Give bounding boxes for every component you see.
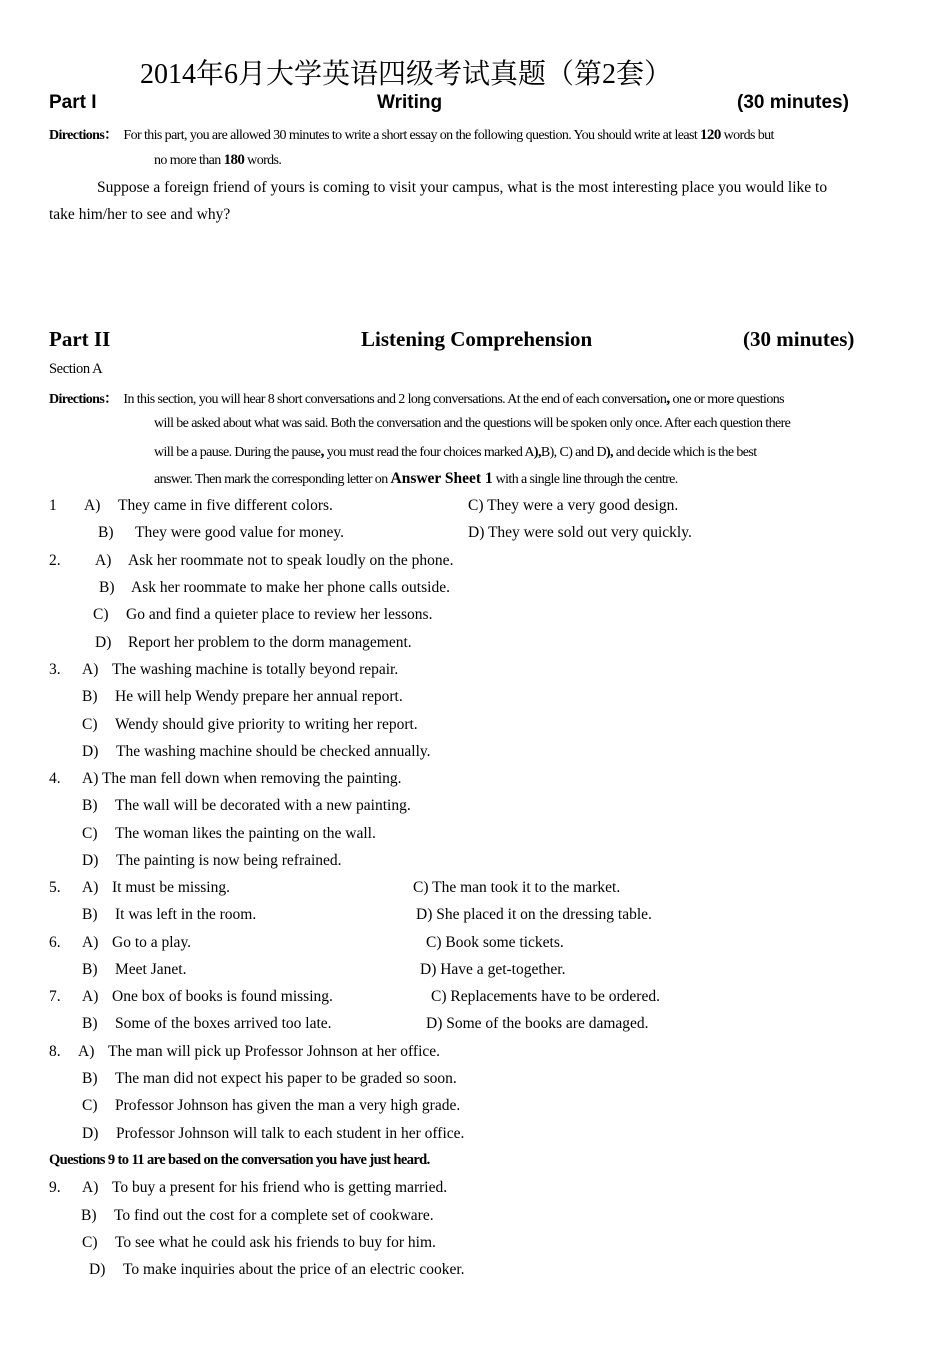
- part2-dir-d-paren: ),: [605, 445, 613, 460]
- q2-c-label: C): [93, 606, 109, 623]
- part2-dir-text1: In this section, you will hear 8 short conversations and 2 long conversations. At the end of each conversation: [123, 392, 667, 407]
- q1-option-a: They came in five different colors.: [118, 497, 333, 514]
- part2-directions-label: Directions：: [49, 392, 118, 407]
- q3-b-label: B): [82, 688, 98, 705]
- q4-option-c: The woman likes the painting on the wall.: [115, 825, 376, 842]
- q8-option-d: Professor Johnson will talk to each student in her office.: [116, 1125, 465, 1142]
- essay-prompt-line1: Suppose a foreign friend of yours is coming to visit your campus, what is the most interesting place you would like to: [97, 179, 828, 196]
- part2-dir-comma3: ,: [320, 443, 324, 460]
- part2-name: Listening Comprehension: [361, 327, 593, 351]
- q1-number: 1: [49, 497, 57, 514]
- q2-d-label: D): [95, 634, 112, 651]
- q1-option-d: D) They were sold out very quickly.: [468, 524, 692, 541]
- part1-directions-label: Directions：: [49, 128, 118, 143]
- q5-b-label: B): [82, 906, 98, 923]
- q6-number: 6.: [49, 934, 61, 951]
- q4-option-b: The wall will be decorated with a new painting.: [115, 797, 411, 814]
- q3-option-c: Wendy should give priority to writing her report.: [115, 716, 418, 733]
- part2-dir-text3e: and decide which is the best: [612, 445, 757, 460]
- part1-directions-text: For this part, you are allowed 30 minutes to write a short essay on the following question. You should write at least: [123, 128, 701, 143]
- q6-option-b: Meet Janet.: [115, 961, 187, 978]
- part2-dir-text3b: you must read the four choices marked A: [323, 445, 534, 460]
- part2-label: Part II: [49, 327, 111, 351]
- q8-number: 8.: [49, 1043, 61, 1060]
- q1-option-b: They were good value for money.: [135, 524, 345, 541]
- q5-option-a: It must be missing.: [112, 879, 230, 896]
- q9-option-d: To make inquiries about the price of an electric cooker.: [123, 1261, 465, 1278]
- q7-b-label: B): [82, 1015, 98, 1032]
- q9-number: 9.: [49, 1179, 61, 1196]
- q4-d-label: D): [82, 852, 99, 869]
- q6-option-c: C) Book some tickets.: [426, 934, 564, 951]
- part2-dir-text4b: with a single line through the centre.: [492, 472, 678, 487]
- q8-a-label: A): [78, 1043, 95, 1060]
- q2-option-c: Go and find a quieter place to review her lessons.: [126, 606, 433, 623]
- q4-option-a: A) The man fell down when removing the painting.: [82, 770, 402, 787]
- max-words: 180: [223, 152, 245, 168]
- section-a-label: Section A: [49, 361, 103, 377]
- q3-c-label: C): [82, 716, 98, 733]
- part2-dir-text1b: one or more questions: [669, 392, 784, 407]
- q7-option-d: D) Some of the books are damaged.: [426, 1015, 649, 1032]
- q5-option-c: C) The man took it to the market.: [413, 879, 621, 896]
- part1-name: Writing: [377, 92, 443, 113]
- q8-option-c: Professor Johnson has given the man a very high grade.: [115, 1097, 461, 1114]
- q9-b-label: B): [81, 1207, 97, 1224]
- q2-option-a: Ask her roommate not to speak loudly on the phone.: [128, 552, 454, 569]
- q7-option-a: One box of books is found missing.: [112, 988, 333, 1005]
- q6-option-d: D) Have a get-together.: [420, 961, 566, 978]
- part2-directions-line2: will be asked about what was said. Both the conversation and the questions will be spoken only once. After each question there: [154, 416, 791, 431]
- q9-d-label: D): [89, 1261, 106, 1278]
- q3-option-d: The washing machine should be checked annually.: [116, 743, 431, 760]
- q8-c-label: C): [82, 1097, 98, 1114]
- part1-time: (30 minutes): [737, 92, 849, 113]
- q6-b-label: B): [82, 961, 98, 978]
- answer-sheet-ref: Answer Sheet 1: [390, 470, 493, 487]
- q4-option-d: The painting is now being refrained.: [116, 852, 342, 869]
- part1-label: Part I: [49, 92, 97, 113]
- part2-dir-comma1: ,: [666, 390, 670, 407]
- q5-option-d: D) She placed it on the dressing table.: [416, 906, 652, 923]
- q3-a-label: A): [82, 661, 99, 678]
- q2-option-d: Report her problem to the dorm management.: [128, 634, 412, 651]
- part2-directions-line1: [49, 388, 784, 408]
- q9-option-b: To find out the cost for a complete set of cookware.: [114, 1207, 434, 1224]
- part2-dir-text3: will be a pause. During the pause: [154, 445, 321, 460]
- q8-b-label: B): [82, 1070, 98, 1087]
- q7-option-c: C) Replacements have to be ordered.: [431, 988, 660, 1005]
- q1-a-label: A): [84, 497, 101, 514]
- q5-a-label: A): [82, 879, 99, 896]
- q2-option-b: Ask her roommate to make her phone calls outside.: [131, 579, 450, 596]
- q2-a-label: A): [95, 552, 112, 569]
- q4-c-label: C): [82, 825, 98, 842]
- q9-c-label: C): [82, 1234, 98, 1251]
- q1-b-label: B): [98, 524, 114, 541]
- essay-prompt-line2: take him/her to see and why?: [49, 206, 231, 223]
- q5-option-b: It was left in the room.: [115, 906, 257, 923]
- part2-dir-text4: answer. Then mark the corresponding letter on: [154, 472, 391, 487]
- conversation-heading: Questions 9 to 11 are based on the conversation you have just heard.: [49, 1152, 430, 1168]
- q7-number: 7.: [49, 988, 61, 1005]
- part2-directions-line3: [154, 443, 757, 461]
- q4-number: 4.: [49, 770, 61, 787]
- document-title: 2014年6月大学英语四级考试真题（第2套）: [140, 59, 673, 90]
- q3-d-label: D): [82, 743, 99, 760]
- part1-directions-text2: no more than: [154, 153, 224, 168]
- part1-directions-line1: [49, 124, 774, 144]
- part1-directions-line2: [154, 152, 281, 169]
- q8-d-label: D): [82, 1125, 99, 1142]
- q9-option-c: To see what he could ask his friends to buy for him.: [115, 1234, 436, 1251]
- q3-option-a: The washing machine is totally beyond repair.: [112, 661, 399, 678]
- q8-option-a: The man will pick up Professor Johnson at her office.: [108, 1043, 441, 1060]
- q2-number: 2.: [49, 552, 61, 569]
- q4-b-label: B): [82, 797, 98, 814]
- q1-option-c: C) They were a very good design.: [468, 497, 679, 514]
- q2-b-label: B): [99, 579, 115, 596]
- q3-option-b: He will help Wendy prepare her annual report.: [115, 688, 403, 705]
- q3-number: 3.: [49, 661, 61, 678]
- part2-directions-line4: [154, 470, 678, 488]
- part2-time: (30 minutes): [743, 327, 855, 351]
- part2-dir-text3c: B), C) and D: [540, 445, 606, 460]
- q8-option-b: The man did not expect his paper to be graded so soon.: [115, 1070, 457, 1087]
- q7-a-label: A): [82, 988, 99, 1005]
- q5-number: 5.: [49, 879, 61, 896]
- q6-option-a: Go to a play.: [112, 934, 192, 951]
- q9-a-label: A): [82, 1179, 99, 1196]
- part1-directions-text-end: words but: [720, 128, 774, 143]
- min-words: 120: [700, 127, 721, 143]
- part2-dir-a-paren: ),: [533, 445, 541, 460]
- q7-option-b: Some of the boxes arrived too late.: [115, 1015, 332, 1032]
- q9-option-a: To buy a present for his friend who is getting married.: [112, 1179, 448, 1196]
- q6-a-label: A): [82, 934, 99, 951]
- part1-directions-text2-end: words.: [244, 153, 282, 168]
